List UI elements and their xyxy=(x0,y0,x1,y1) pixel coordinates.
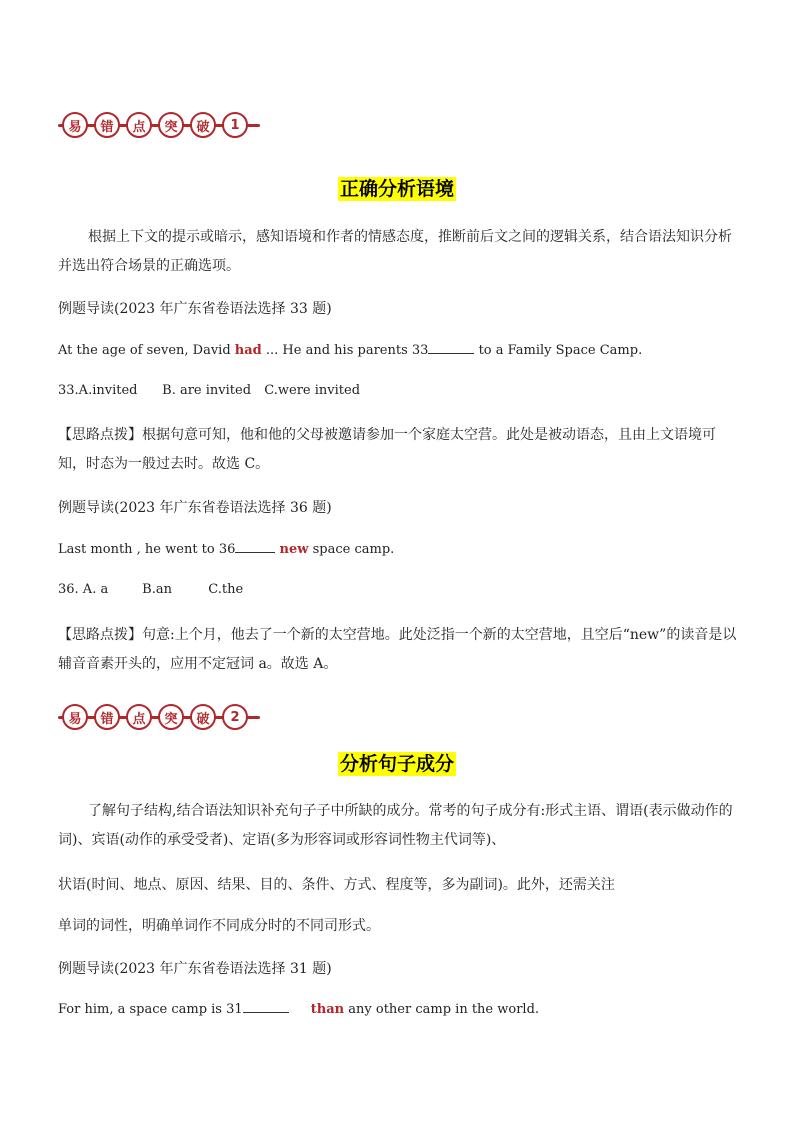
example2-source: 例题导读(2023 年广东省卷语法选择 36 题) xyxy=(58,500,332,516)
example1-analysis: 【思路点拨】根据句意可知，他和他的父母被邀请参加一个家庭太空营。此处是被动语态，且由上文语境可知，时态为一般过去时。故选 C。 xyxy=(58,427,716,472)
badge-char: 易 xyxy=(62,112,88,138)
badge-char: 易 xyxy=(62,704,88,730)
badge-char: 1 xyxy=(222,112,248,138)
option-b: B. are invited xyxy=(162,383,252,398)
answer-blank[interactable] xyxy=(243,1000,289,1013)
sentence-part: ... He and his parents 33 xyxy=(265,343,429,358)
badge-char: 破 xyxy=(190,112,216,138)
badge-char: 突 xyxy=(158,112,184,138)
badge-char: 错 xyxy=(94,704,120,730)
answer-blank[interactable] xyxy=(235,540,275,553)
badge-char: 点 xyxy=(126,704,152,730)
sentence-part: Last month , he went to 36 xyxy=(58,542,236,557)
answer-blank[interactable] xyxy=(428,341,474,354)
sentence-part: At the age of seven, David xyxy=(58,343,231,358)
example1-source: 例题导读(2023 年广东省卷语法选择 33 题) xyxy=(58,301,332,317)
badge-char: 错 xyxy=(94,112,120,138)
sentence-highlight: had xyxy=(234,343,262,358)
section2-intro-line3: 状语(时间、地点、原因、结果、目的、条件、方式、程度等，多为副词)。此外，还需关注 xyxy=(58,877,615,893)
sentence-part: any other camp in the world. xyxy=(348,1002,540,1017)
section1-title-text: 正确分析语境 xyxy=(339,178,454,200)
badge-char: 点 xyxy=(126,112,152,138)
sentence-highlight: than xyxy=(310,1002,345,1017)
sentence-part: space camp. xyxy=(312,542,395,557)
section2-intro: 了解句子结构,结合语法知识补充句子子中所缺的成分。常考的句子成分有:形式主语、谓语(表示做动作的词)、宾语(动作的承受受者)、定语(多为形容词或形容词性物主代词等)、 xyxy=(58,803,733,848)
sentence-part: For him, a space camp is 31 xyxy=(58,1002,243,1017)
section2-title xyxy=(0,749,794,776)
example3-source: 例题导读(2023 年广东省卷语法选择 31 题) xyxy=(58,961,332,977)
option-a: 33.A.invited xyxy=(58,383,138,398)
sentence-part: to a Family Space Camp. xyxy=(478,343,643,358)
badge-char: 破 xyxy=(190,704,216,730)
badge-char: 突 xyxy=(158,704,184,730)
example2-analysis: 【思路点拨】句意:上个月，他去了一个新的太空营地。此处泛指一个新的太空营地，且空后“new”的读音是以辅音音素开头的，应用不定冠词 a。故选 A。 xyxy=(58,627,737,672)
example1-options xyxy=(58,383,360,398)
option-a: 36. A. a xyxy=(58,582,109,597)
option-c: C.were invited xyxy=(264,383,361,398)
section1-title xyxy=(0,174,794,201)
section1-intro: 根据上下文的提示或暗示，感知语境和作者的情感态度，推断前后文之间的逻辑关系，结合语法知识分析并选出符合场景的正确选项。 xyxy=(58,229,732,274)
section2-badge xyxy=(62,704,254,730)
section1-badge xyxy=(62,112,254,138)
example1-sentence xyxy=(58,341,642,358)
example2-options xyxy=(58,582,243,597)
section2-title-text: 分析句子成分 xyxy=(339,753,454,775)
badge-char: 2 xyxy=(222,704,248,730)
section2-intro-line4: 单词的词性，明确单词作不同成分时的不同司形式。 xyxy=(58,918,380,934)
example3-sentence xyxy=(58,1000,539,1017)
example2-sentence xyxy=(58,540,394,557)
sentence-highlight: new xyxy=(279,542,309,557)
option-b: B.an xyxy=(142,582,172,597)
option-c: C.the xyxy=(208,582,244,597)
